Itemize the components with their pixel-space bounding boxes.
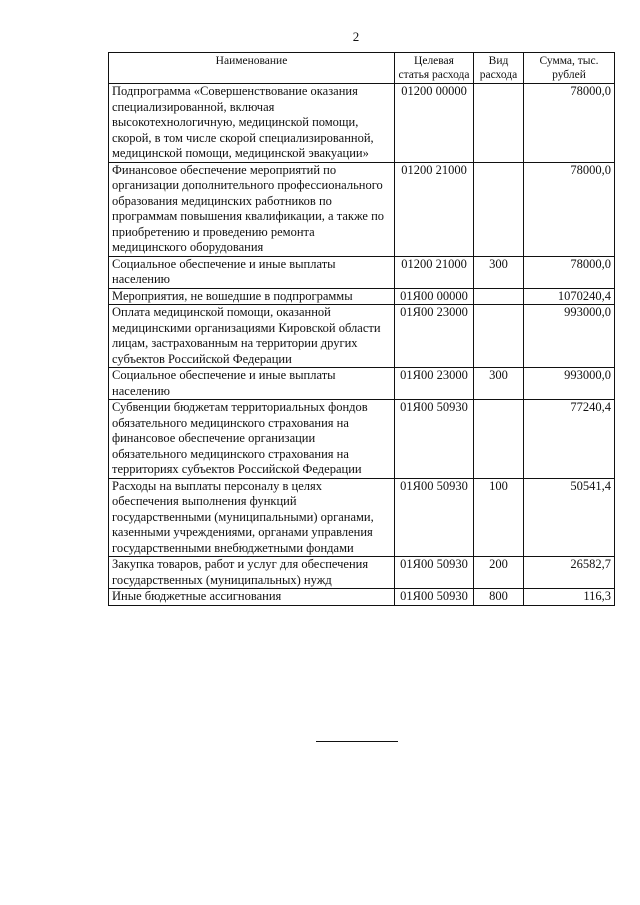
- row-type: 800: [474, 589, 524, 606]
- table-row: [109, 557, 615, 589]
- row-code: 01200 00000: [395, 84, 474, 163]
- row-sum: 78000,0: [524, 162, 615, 256]
- row-type: 300: [474, 368, 524, 400]
- row-name: Оплата медицинской помощи, оказанной медицинскими организациями Кировской области лицам, застрахованным на территории других субъектов Российской Федерации: [109, 305, 395, 368]
- row-sum: 78000,0: [524, 84, 615, 163]
- row-code: 01Я00 23000: [395, 305, 474, 368]
- row-type: [474, 400, 524, 479]
- row-type: [474, 305, 524, 368]
- table-row: [109, 400, 615, 479]
- row-sum: 77240,4: [524, 400, 615, 479]
- table-row: [109, 84, 615, 163]
- table-row: [109, 305, 615, 368]
- table-row: [109, 288, 615, 305]
- budget-table: [108, 52, 615, 606]
- header-name: Наименование: [109, 53, 395, 84]
- row-name: Расходы на выплаты персоналу в целях обеспечения выполнения функций государственными (муниципальными) органами, казенными учреждениями, органами управления государственными внебюджетными фондами: [109, 478, 395, 557]
- row-code: 01Я00 50930: [395, 400, 474, 479]
- row-type: [474, 162, 524, 256]
- row-code: 01200 21000: [395, 162, 474, 256]
- page-number: 2: [352, 29, 360, 44]
- row-code: 01Я00 00000: [395, 288, 474, 305]
- row-name: Мероприятия, не вошедшие в подпрограммы: [109, 288, 395, 305]
- row-code: 01200 21000: [395, 256, 474, 288]
- row-type: 300: [474, 256, 524, 288]
- row-name: Социальное обеспечение и иные выплаты населению: [109, 368, 395, 400]
- table-header-row: [109, 53, 615, 84]
- row-sum: 78000,0: [524, 256, 615, 288]
- row-type: 100: [474, 478, 524, 557]
- end-divider-line: [316, 741, 398, 742]
- header-sum: Сумма, тыс. рублей: [524, 53, 615, 84]
- row-code: 01Я00 50930: [395, 557, 474, 589]
- row-name: Подпрограмма «Совершенствование оказания специализированной, включая высокотехнологичную, медицинской помощи, скорой, в том числе скорой специализированной, медицинской помощи, медицинской эвакуации»: [109, 84, 395, 163]
- row-sum: 50541,4: [524, 478, 615, 557]
- row-name: Закупка товаров, работ и услуг для обеспечения государственных (муниципальных) нужд: [109, 557, 395, 589]
- row-name: Субвенции бюджетам территориальных фондов обязательного медицинского страхования на финансовое обеспечение организации обязательного медицинского страхования на территориях субъектов Российской Федерации: [109, 400, 395, 479]
- row-type: 200: [474, 557, 524, 589]
- table-row: [109, 589, 615, 606]
- row-code: 01Я00 23000: [395, 368, 474, 400]
- table-row: [109, 162, 615, 256]
- row-code: 01Я00 50930: [395, 478, 474, 557]
- header-type: Вид расхода: [474, 53, 524, 84]
- row-name: Социальное обеспечение и иные выплаты населению: [109, 256, 395, 288]
- row-sum: 993000,0: [524, 305, 615, 368]
- row-type: [474, 288, 524, 305]
- row-sum: 26582,7: [524, 557, 615, 589]
- row-name: Иные бюджетные ассигнования: [109, 589, 395, 606]
- table-row: [109, 368, 615, 400]
- table-row: [109, 478, 615, 557]
- table-row: [109, 256, 615, 288]
- row-sum: 1070240,4: [524, 288, 615, 305]
- row-sum: 116,3: [524, 589, 615, 606]
- row-code: 01Я00 50930: [395, 589, 474, 606]
- row-name: Финансовое обеспечение мероприятий по организации дополнительного профессионального образования медицинских работников по программам повышения квалификации, а также по приобретению и проведению ремонта медицинского оборудования: [109, 162, 395, 256]
- header-code: Целевая статья расхода: [395, 53, 474, 84]
- row-sum: 993000,0: [524, 368, 615, 400]
- row-type: [474, 84, 524, 163]
